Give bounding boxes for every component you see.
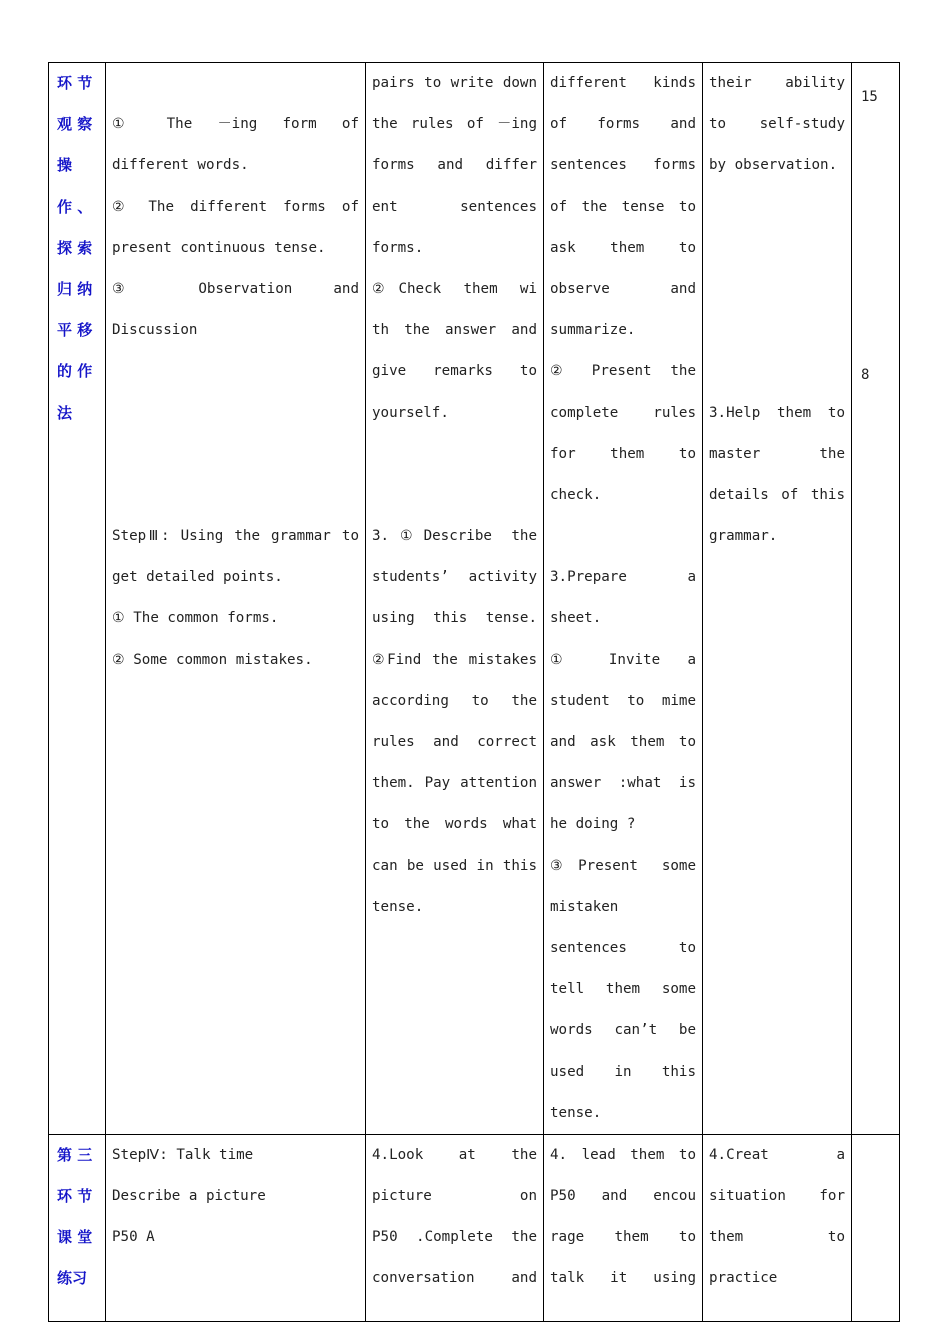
text-line: ③Present some: [550, 857, 696, 874]
student-part1: [372, 63, 537, 434]
text-line: students’ activity: [372, 569, 537, 586]
text-line: different words.: [112, 157, 249, 174]
text-line: the rules of －ing: [372, 116, 537, 133]
table-row: [49, 1134, 900, 1321]
text-line: forms.: [372, 239, 424, 256]
text-line: forms and differ: [372, 157, 537, 174]
stage-line: 归 纳: [57, 280, 93, 299]
text-line: th the answer and: [372, 322, 537, 339]
intent-part: [703, 1135, 851, 1300]
text-line: practice: [709, 1270, 778, 1287]
text-line: using this tense.: [372, 610, 537, 627]
intent-cell: [703, 1134, 852, 1321]
content-part2: [112, 516, 359, 681]
stage-line: 环 节: [57, 74, 93, 92]
text-line: by observation.: [709, 157, 838, 174]
text-line: P50 A: [112, 1229, 155, 1246]
text-line: StepⅣ: Talk time: [112, 1146, 254, 1163]
stage-line: 法: [57, 403, 73, 422]
teacher-part2: [550, 557, 696, 1134]
text-line: P50 and encou: [550, 1188, 696, 1205]
text-line: tense.: [550, 1104, 602, 1121]
intent-part1: [709, 63, 845, 187]
time-value: 15: [861, 89, 878, 105]
text-line: conversation and: [372, 1270, 537, 1287]
text-line: ② Present the: [550, 363, 696, 380]
text-line: pairs to write down: [372, 75, 537, 91]
text-line: P50 .Complete the: [372, 1229, 537, 1246]
text-line: tell them some: [550, 981, 696, 998]
text-line: used in this: [550, 1063, 696, 1080]
text-line: details of this: [709, 486, 845, 503]
text-line: ent sentences: [372, 198, 537, 215]
text-line: of the tense to: [550, 198, 696, 215]
text-line: to self-study: [709, 116, 845, 133]
stage-line: 的 作: [57, 362, 93, 381]
text-line: sheet.: [550, 610, 602, 627]
text-line: talk it using: [550, 1270, 696, 1287]
stage-line: 操: [57, 156, 73, 175]
content-part: [106, 1135, 365, 1259]
text-line: can be used in this: [372, 857, 537, 874]
text-line: according to the: [372, 692, 537, 709]
intent-part2: [709, 393, 845, 558]
text-line: them to: [709, 1229, 845, 1246]
text-line: ②Find the mistakes: [372, 651, 537, 668]
text-line: mistaken: [550, 898, 619, 915]
content-cell: [106, 63, 366, 1135]
text-line: present continuous tense.: [112, 239, 326, 256]
text-line: sentences to: [550, 939, 696, 956]
text-line: of forms and: [550, 116, 696, 133]
text-line: observe and: [550, 280, 696, 297]
stage-line: 平 移: [57, 321, 93, 340]
teacher-activity-cell: [544, 63, 703, 1135]
text-line: ① The common forms.: [112, 610, 279, 627]
text-line: 4. lead them to: [550, 1146, 696, 1163]
text-line: ① Invite a: [550, 651, 696, 668]
student-activity-cell: [366, 63, 544, 1135]
content-cell: [106, 1134, 366, 1321]
text-line: sentences forms: [550, 157, 696, 174]
text-line: student to mime: [550, 692, 696, 709]
text-line: Describe a picture: [112, 1188, 266, 1205]
lesson-plan-table: [48, 62, 900, 1322]
intent-cell: [703, 63, 852, 1135]
teacher-part1: [550, 63, 696, 516]
text-line: give remarks to: [372, 363, 537, 380]
stage-line: 作 、: [57, 197, 93, 216]
table-row: [49, 63, 900, 1135]
text-line: ① The －ing form of: [112, 116, 359, 133]
student-part: [366, 1135, 543, 1300]
content-part1: [112, 104, 359, 351]
stage-line: 第 三: [57, 1145, 93, 1164]
stage-label: [49, 63, 105, 434]
text-line: ask them to: [550, 239, 696, 256]
text-line: tense.: [372, 898, 424, 915]
time-value: 8: [861, 367, 870, 383]
text-line: StepⅢ: Using the grammar to: [112, 528, 359, 545]
text-line: get detailed points.: [112, 569, 283, 586]
text-line: Discussion: [112, 322, 198, 339]
text-line: their ability: [709, 75, 845, 91]
stage-line: 观 察: [57, 115, 93, 134]
stage-label: [49, 1135, 105, 1300]
student-part2: [372, 516, 537, 928]
time-cell: [852, 1134, 900, 1321]
text-line: complete rules: [550, 404, 696, 421]
text-line: rage them to: [550, 1229, 696, 1246]
stage-line: 练习: [57, 1269, 88, 1288]
student-activity-cell: [366, 1134, 544, 1321]
text-line: picture on: [372, 1188, 537, 1205]
text-line: grammar.: [709, 528, 778, 545]
text-line: 3.Prepare a: [550, 569, 696, 586]
text-line: 3.①Describe the: [372, 528, 537, 545]
stage-line: 环 节: [57, 1187, 93, 1206]
text-line: ② Some common mistakes.: [112, 651, 313, 668]
text-line: ③ Observation and: [112, 280, 359, 297]
text-line: ② The different forms of: [112, 198, 359, 215]
text-line: rules and correct: [372, 734, 537, 750]
text-line: 4.Creat a: [709, 1146, 845, 1163]
teacher-part: [544, 1135, 702, 1300]
text-line: them. Pay attention: [372, 775, 537, 792]
text-line: words can’t be: [550, 1022, 696, 1039]
text-line: ②Check them wi: [372, 280, 537, 297]
text-line: for them to: [550, 445, 696, 462]
text-line: answer :what is: [550, 775, 696, 792]
text-line: different kinds: [550, 75, 696, 91]
time-cell: [852, 63, 900, 1135]
text-line: master the: [709, 445, 845, 462]
stage-line: 课 堂: [57, 1228, 93, 1247]
text-line: he doing ?: [550, 816, 636, 833]
text-line: situation for: [709, 1188, 845, 1205]
stage-cell: [49, 1134, 106, 1321]
text-line: 4.Look at the: [372, 1146, 537, 1163]
stage-cell: [49, 63, 106, 1135]
text-line: yourself.: [372, 404, 449, 421]
text-line: 3.Help them to: [709, 404, 845, 421]
teacher-activity-cell: [544, 1134, 703, 1321]
text-line: summarize.: [550, 322, 636, 339]
text-line: and ask them to: [550, 734, 696, 750]
stage-line: 探 索: [57, 238, 93, 257]
text-line: check.: [550, 486, 602, 503]
text-line: to the words what: [372, 816, 537, 833]
